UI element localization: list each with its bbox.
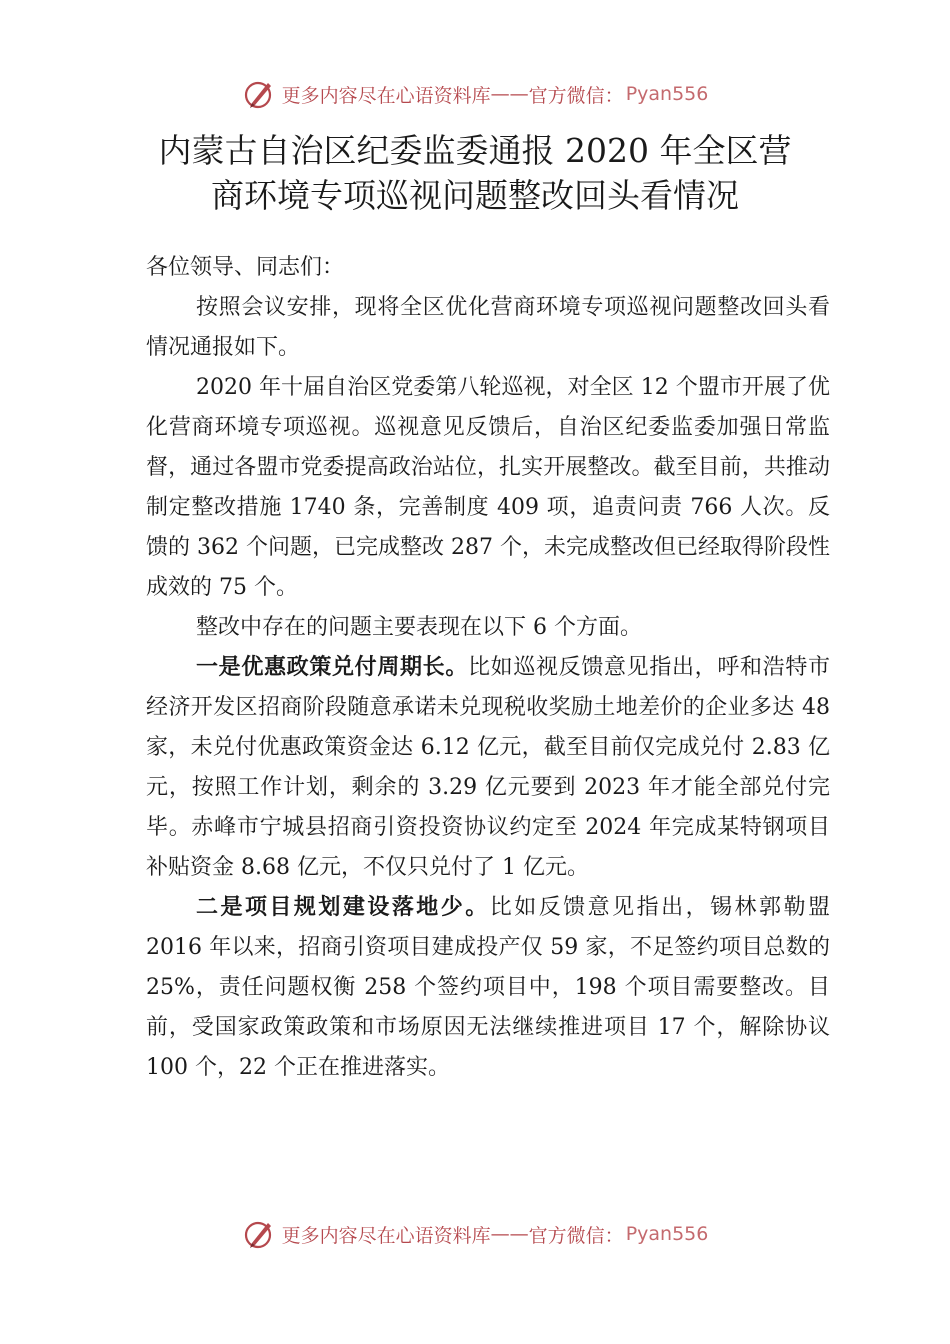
banner-separator: —— xyxy=(490,83,529,105)
title-line-1: 内蒙古自治区纪委监委通报 2020 年全区营 xyxy=(158,131,792,170)
banner-wechat-handle: Pyan556 xyxy=(625,83,709,105)
paragraph-issues-summary: 整改中存在的问题主要表现在以下 6 个方面。 xyxy=(196,615,642,640)
salutation: 各位领导、同志们： xyxy=(146,255,345,280)
banner-separator: —— xyxy=(490,1223,529,1245)
paragraph-issue-2 xyxy=(146,888,830,1088)
banner-brand-text: 更多内容尽在心语资料库 xyxy=(281,84,491,107)
title-line-2: 商环境专项巡视问题整改回头看情况 xyxy=(211,176,739,215)
document-title xyxy=(100,128,850,218)
issue-2-body: 比如反馈意见指出，锡林郭勒盟 2016 年以来，招商引资项目建成投产仅 59 家，不足签约项目总数的 25%，责任问题权衡 258 个签约项目中，198 个项目需要整改。目前，受国家政策政策和市场原因无法继续推进项目 17 个，解除协议 100 个，22 个正在推进落实。 xyxy=(146,895,830,1080)
banner-wechat-label: 官方微信： xyxy=(528,84,624,107)
paragraph-issue-1 xyxy=(146,648,830,888)
paragraph-overview: 2020 年十届自治区党委第八轮巡视，对全区 12 个盟市开展了优化营商环境专项巡视。巡视意见反馈后，自治区纪委监委加强日常监督，通过各盟市党委提高政治站位，扎实开展整改。截至目前，共推动制定整改措施 1740 条，完善制度 409 项，追责问责 766 人次。反馈的 362 个问题，已完成整改 287 个，未完成整改但已经取得阶段性成效的 75 个。 xyxy=(146,375,830,600)
issue-2-heading: 二是项目规划建设落地少。 xyxy=(196,895,490,920)
footer-watermark-banner xyxy=(0,1214,950,1254)
header-watermark-banner xyxy=(0,74,950,114)
banner-brand-text: 更多内容尽在心语资料库 xyxy=(281,1224,491,1247)
pen-logo-icon xyxy=(242,77,276,111)
banner-wechat-label: 官方微信： xyxy=(528,1224,624,1247)
pen-logo-icon xyxy=(242,1217,276,1251)
issue-1-body: 比如巡视反馈意见指出，呼和浩特市经济开发区招商阶段随意承诺未兑现税收奖励土地差价的企业多达 48 家，未兑付优惠政策资金达 6.12 亿元，截至目前仅完成兑付 2.83 亿元，按照工作计划，剩余的 3.29 亿元要到 2023 年才能全部兑付完毕。赤峰市宁城县招商引资投资协议约定至 2024 年完成某特钢项目补贴资金 8.68 亿元，不仅只兑付了 1 亿元。 xyxy=(146,655,830,880)
paragraph-intro: 按照会议安排，现将全区优化营商环境专项巡视问题整改回头看情况通报如下。 xyxy=(146,295,830,360)
document-body xyxy=(146,248,830,1088)
issue-1-heading: 一是优惠政策兑付周期长。 xyxy=(196,655,468,680)
banner-wechat-handle: Pyan556 xyxy=(625,1223,709,1245)
